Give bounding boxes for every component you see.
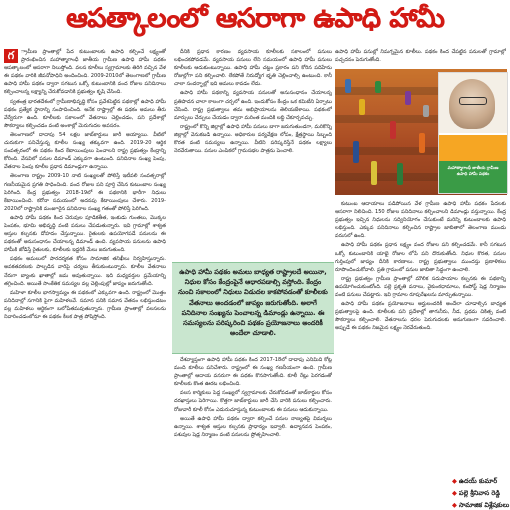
col3-paragraph: ఉపాధి హామీ పథకం ప్రయోజనాలు అర్హులందరికీ అందేలా చూడాల్సిన బాధ్యత ప్రభుత్వాలపై ఉంది. కూలీలకు పని ప్రదేశాల్లో తాగునీరు, నీడ, ప్రథమ చికిత్స వంటి సౌకర్యాలు కల్పించాలి. వేతనాలను ధరల పెరుగుదలకు అనుగుణంగా సవరించాలి. అప్పుడే ఈ పథకం నిజమైన లక్ష్యం నెరవేరుతుంది.	[335, 301, 506, 332]
article-column-3	[335, 200, 506, 425]
drop-cap: గ	[4, 49, 18, 63]
banner-caption: మహాత్మాగాంధీ జాతీయ గ్రామీణ ఉపాధి హామీ పథకం	[447, 165, 499, 176]
photo-caption-top: ఉపాధి హామీ పనుల్లో నిమగ్నమైన కూలీలు. పథకం కింద చేపట్టిన పనులతో గ్రామాల్లో పచ్చదనం పెరుగుతోంది.	[335, 49, 506, 64]
col1-paragraph: స్వతంత్ర భారతదేశంలో గ్రామీణాభివృద్ధి కోసం ప్రవేశపెట్టిన పథకాల్లో ఉపాధి హామీ పథకం ప్రత్యేక స్థానాన్ని సంపాదించింది. అనేక రాష్ట్రాల్లో ఈ పథకం అమలు తీరు వేర్వేరుగా ఉంది. కూలీలకు సకాలంలో వేతనాలు చెల్లించడం, పని ప్రదేశాల్లో సౌకర్యాలు కల్పించడం వంటి అంశాల్లో మెరుగుదల అవసరం.	[4, 98, 166, 129]
byline-name: ఉదయ్ కుమార్	[458, 477, 498, 485]
gandhi-banner	[438, 72, 508, 194]
article-column-2	[174, 48, 332, 250]
col2b-paragraph: అయితే ఉపాధి హామీ పథకం ద్వారా కల్పించే పనుల నాణ్యతపై విమర్శలు ఉన్నాయి. శాశ్వత ఆస్తుల కల్పనకు ప్రాధాన్యం ఇవ్వాలి. ఉద్యానవన పెంపకం, పశువుల షెడ్ల నిర్మాణం వంటి పనులను ప్రోత్సహించాలి.	[174, 415, 332, 438]
byline-author-3	[452, 501, 509, 510]
pull-quote-box	[172, 262, 334, 354]
col2-paragraph: దీనికి ప్రధాన కారణం వ్యవసాయ కూలీలకు సకాలంలో పనులు లభించకపోవడమే. వ్యవసాయ పనులు లేని సమయంలో ఉపాధి హామీ పనులు కూలీలకు ఆదుకుంటున్నాయి. ఉపాధి హామీ చట్టం ప్రకారం పని కోరిన పదిహేను రోజుల్లోగా పని కల్పించాలి. లేకపోతే నిరుద్యోగ భృతి చెల్లించాల్సి ఉంటుంది. కానీ చాలా సందర్భాల్లో ఇది అమలు కావడం లేదు.	[174, 49, 332, 88]
col3-paragraph: రాష్ట్ర ప్రభుత్వం గ్రామీణ ప్రాంతాల్లో మౌలిక సదుపాయాల కల్పనకు ఈ పథకాన్ని ఉపయోగించుకుంటోంది. పల్లె ప్రకృతి వనాలు, వైకుంఠధామాలు, కంపోస్ట్ షెడ్ల నిర్మాణం వంటి పనులు చేపట్టారు. ఇవి గ్రామాల రూపురేఖలను మార్చుతున్నాయి.	[335, 275, 506, 299]
byline-author-2	[452, 489, 500, 498]
col2-paragraph: రాష్ట్రంలో కొన్ని జిల్లాల్లో ఉపాధి హామీ పనులు బాగా జరుగుతుండగా, మరికొన్ని జిల్లాల్లో వెనుకబడి ఉన్నాయి. అధికారుల పర్యవేక్షణ లోపం, క్షేత్రస్థాయి సిబ్బంది కొరత వంటి సమస్యలు ఉన్నాయి. వీటిని పరిష్కరిస్తేనే పథకం లక్ష్యాలు నెరవేరుతాయి. పనుల ఎంపికలో గ్రామసభల పాత్రను పెంచాలి.	[174, 123, 332, 155]
col3-paragraph: ఉపాధి హామీ పథకం ప్రధాన లక్ష్యం వంద రోజుల పని కల్పించడమే. కానీ సగటున ఒక్కో కుటుంబానికి యాభై రోజుల లోపే పని దొరుకుతోంది. నిధుల కొరత, పనుల గుర్తింపులో జాప్యం దీనికి కారణాలు. రాష్ట్ర ప్రభుత్వాలు ముందస్తు ప్రణాళికలు రూపొందించుకోవాలి. ప్రతి గ్రామంలో పనుల జాబితా సిద్ధంగా ఉంచాలి.	[335, 242, 506, 273]
col1-paragraph: మహిళా కూలీల భాగస్వామ్యం ఈ పథకంలో ఎక్కువగా ఉంది. రాష్ట్రంలో మొత్తం పనిదినాల్లో సగానికి పైగా మహిళలవే. సమాన పనికి సమాన వేతనం లభిస్తుండటం వల్ల మహిళలు ఆర్థికంగా బలోపేతమవుతున్నారు. గ్రామీణ ప్రాంతాల్లో వలసలను నివారించడంలోనూ ఈ పథకం కీలక పాత్ర పోషిస్తోంది.	[4, 289, 166, 320]
byline-name: పల్లె శ్రీనివాస రెడ్డి	[458, 489, 500, 497]
col3-paragraph: కుటుంబ ఆదాయాలు పడిపోయిన వేళ గ్రామీణ ఉపాధి హామీ పథకం పేదలకు ఆసరాగా నిలిచింది. 150 రోజుల పనిదినాలు కల్పించాలని డిమాండ్లు వస్తున్నాయి. కేంద్ర ప్రభుత్వం ఇచ్చిన నిధులను సద్వినియోగం చేసుకుంటే మరిన్ని కుటుంబాలకు ఉపాధి లభిస్తుంది. ఎక్కువ పనిదినాలు కల్పించిన రాష్ట్రాల జాబితాలో తెలంగాణ ముందు వరుసలో ఉంది.	[335, 201, 506, 240]
article-column-1	[4, 48, 166, 506]
bullet-icon: ◆	[452, 501, 457, 509]
page-headline: ఆపత్కాలంలో ఆసరాగా ఉపాధి హామీ	[65, 3, 445, 34]
byline-author-1	[452, 477, 497, 486]
col1-paragraph: తెలంగాణలో దాదాపు 54 లక్షల జాబ్‌కార్డులు జారీ అయ్యాయి. వీటిలో చురుకుగా పనిచేస్తున్న కూలీల సంఖ్య తక్కువగా ఉంది. 2019-20 ఆర్థిక సంవత్సరంలో ఈ పథకం కింద కేటాయింపులు పెంచాలని రాష్ట్ర ప్రభుత్వం కేంద్రాన్ని కోరింది. వేసవిలో పనుల డిమాండ్ ఎక్కువగా ఉంటుంది. పనిదినాల సంఖ్య పెంపు, వేతనాల పెంపు కూలీల ప్రధాన డిమాండ్లుగా ఉన్నాయి.	[4, 131, 166, 171]
bullet-icon: ◆	[452, 477, 457, 485]
article-column-2-lower	[174, 356, 332, 508]
col1-paragraph: తెలంగాణ రాష్ట్రం 2009-10 నాటి సంఖ్యలతో పోలిస్తే ఇటీవలి సంవత్సరాల్లో గణనీయమైన ప్రగతి సాధించింది. వంద రోజుల పని పూర్తి చేసిన కుటుంబాల సంఖ్య పెరిగింది. కేంద్ర ప్రభుత్వం 2018-19లో ఈ పథకానికి భారీగా నిధులు కేటాయించింది. కరోనా సమయంలో అదనపు కేటాయింపులు చేశారు. 2019-2020లో రాష్ట్రానికి మంజూరైన పనిదినాల సంఖ్య గతంతో పోలిస్తే పెరిగింది.	[4, 173, 166, 212]
col1-paragraph: పథకం అమలులో పారదర్శకత కోసం సామాజిక తనిఖీలు నిర్వహిస్తున్నారు. అవకతవకలకు పాల్పడిన వారిపై చర్యలు తీసుకుంటున్నారు. కూలీల వేతనాలు నేరుగా బ్యాంకు ఖాతాల్లో జమ అవుతున్నాయి. ఇది మధ్యవర్తుల ప్రమేయాన్ని తగ్గించింది. అయితే సాంకేతిక సమస్యల వల్ల చెల్లింపుల్లో జాప్యం జరుగుతోంది.	[4, 256, 166, 287]
col2-paragraph: ఉపాధి హామీ పథకాన్ని వ్యవసాయ పనులతో అనుసంధానం చేయాలన్న ప్రతిపాదన చాలా కాలంగా చర్చలో ఉంది. ఇందుకోసం కేంద్రం ఒక కమిటీని ఏర్పాటు చేసింది. రాష్ట్ర ప్రభుత్వాలు తమ అభిప్రాయాలను తెలియజేశాయి. పథకంలో మార్పులు చేర్పులు చేయడం ద్వారా మరింత మందికి లబ్ధి చేకూర్చవచ్చు.	[174, 90, 332, 121]
col1-paragraph: ్రామీణ ప్రాంతాల్లో పేద కుటుంబాలకు ఉపాధి కల్పించే లక్ష్యంతో ప్రారంభించిన మహాత్మాగాంధీ జాతీయ గ్రామీణ ఉపాధి హామీ పథకం ఆపత్కాలంలో ఆసరాగా నిలుస్తోంది. వలస కూలీలు స్వగ్రామాలకు తిరిగి వచ్చిన వేళ ఈ పథకం వారికి జీవనోపాధిని అందించింది. 2009-2010లో తెలంగాణలో గ్రామీణ ఉపాధి హామీ పథకం ద్వారా సగటున ఒక్కో కుటుంబానికి వంద రోజుల పనిదినాలు కల్పించాలన్న లక్ష్యాన్ని చేరుకోవడానికి ప్రభుత్వం కృషి చేసింది.	[4, 49, 166, 96]
col2b-paragraph: వలస కార్మికులు పెద్ద సంఖ్యలో స్వగ్రామాలకు చేరుకోవడంతో జాబ్‌కార్డుల కోసం దరఖాస్తులు పెరిగాయి. కొత్తగా జాబ్‌కార్డులు జారీ చేసి వారికి పనులు కల్పించారు. రోజువారీ కూలీ కోసం ఎదురుచూస్తున్న కుటుంబాలకు ఈ పనులు ఆదుకున్నాయి.	[174, 390, 332, 413]
byline-name: సామాజిక విశ్లేషకులు	[458, 501, 510, 509]
bullet-icon: ◆	[452, 489, 457, 497]
pull-quote-text: ఉపాధి హామీ పథకం అమలు బాధ్యత రాష్ట్రాలదే అయినా, నిధుల కోసం కేంద్రంపైనే ఆధారపడాల్సి వస్తోంది. కేంద్రం నుంచి సకాలంలో నిధులు విడుదల కాకపోవడంతో కూలీలకు వేతనాలు అందడంలో జాప్యం జరుగుతోంది. అలాగే పనిదినాల సంఖ్యను పెంచాలన్న డిమాండ్లు ఉన్నాయి. ఈ సమస్యలను పరిష్కరించి పథకం ప్రయోజనాలు అందరికీ అందేలా చూడాలి.	[178, 268, 328, 338]
col1-paragraph: ఉపాధి హామీ పథకం కింద చెరువుల పూడికతీత, ఇంకుడు గుంతలు, మొక్కల పెంపకం, భూమి అభివృద్ధి వంటి పనులు చేపడుతున్నారు. ఇవి గ్రామాల్లో శాశ్వత ఆస్తుల కల్పనకు దోహదం చేస్తున్నాయి. రైతులకు ఉపయోగపడే పనులను ఈ పథకంతో అనుసంధానం చేయాలన్న డిమాండ్ ఉంది. వ్యవసాయ పనులను ఉపాధి హామీకి జోడిస్తే రైతులకు, కూలీలకు ఇద్దరికీ మేలు జరుగుతుంది.	[4, 214, 166, 254]
col2b-paragraph: దేశవ్యాప్తంగా ఉపాధి హామీ పథకం కింద 2017-18లో దాదాపు ఎనిమిది కోట్ల మంది కూలీలు పనిచేశారు. రాష్ట్రంలో ఈ సంఖ్య గణనీయంగా ఉంది. గ్రామీణ ప్రాంతాల్లో ఆదాయ వనరుగా ఈ పథకం కొనసాగుతోంది. కూలీ రేట్లు పెరగడంతో కూలీలకు కొంత ఊరట లభించింది.	[174, 357, 332, 388]
glasses-icon	[459, 97, 487, 105]
